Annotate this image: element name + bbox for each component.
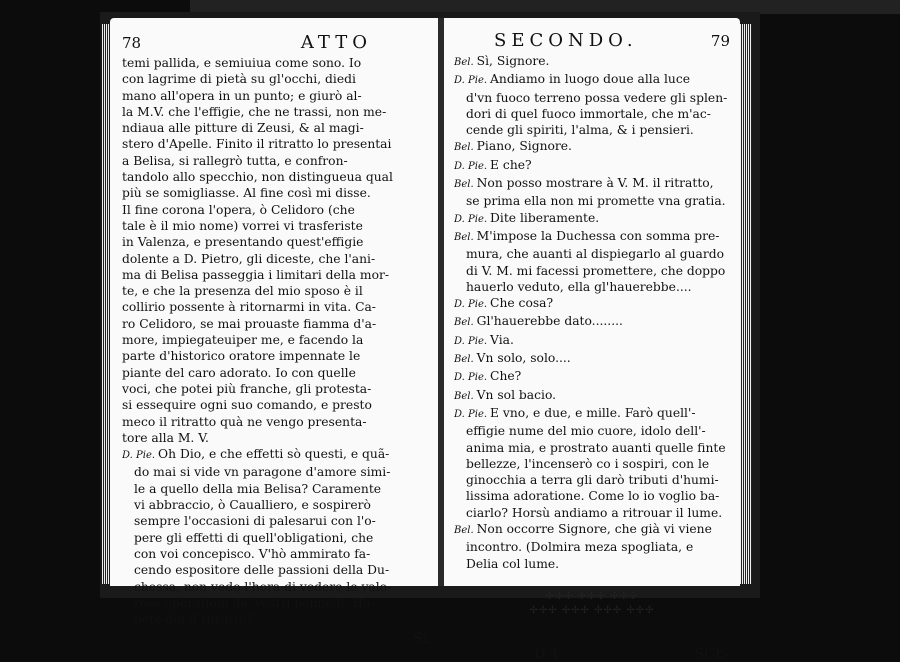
speaker-label: D. Pie. <box>454 372 488 384</box>
text-line <box>122 481 432 497</box>
line-text: ginocchia a terra gli darò tributi d'humi- <box>466 473 719 488</box>
line-text: chessa, non vedo l'hora di vedere le valo- <box>134 579 392 594</box>
line-text: mura, che auanti al dispiegarlo al guardo <box>466 247 725 262</box>
speaker-label: D. Pie. <box>454 213 488 225</box>
left-page-header <box>122 32 432 53</box>
line-text: Sì, Signore. <box>476 54 550 68</box>
speaker-label: Bel. <box>454 354 474 366</box>
signature-mark: D 4 <box>534 645 559 662</box>
line-text: cendo espositore delle passioni della Du- <box>134 563 390 578</box>
line-text: parte d'historico oratore impennate le <box>122 349 361 364</box>
line-text: Vn solo, solo.... <box>476 351 571 366</box>
line-text: meco il ritratto quà ne vengo presenta- <box>122 414 367 429</box>
text-line <box>454 53 730 71</box>
line-text: stero d'Apelle. Finito il ritratto lo presentai <box>122 137 392 152</box>
line-text: di V. M. mi facessi promettere, che doppo <box>466 263 726 278</box>
line-text: tore alla M. V. <box>122 430 209 445</box>
catchword: SCE- <box>694 645 730 662</box>
text-line <box>122 464 432 480</box>
line-text: la M.V. che l'effigie, che ne trassi, non me- <box>122 104 387 119</box>
line-text: d'vn fuoco terreno possa vedere gli splen- <box>466 90 728 105</box>
text-line <box>454 387 730 405</box>
line-text: hauerlo veduto, ella gl'hauerebbe.... <box>466 279 692 294</box>
text-line <box>122 430 432 446</box>
line-text: a Belisa, si rallegrò tutta, e confron- <box>122 153 348 168</box>
page-number: 79 <box>710 32 730 50</box>
speaker-label: Bel. <box>454 231 474 243</box>
text-line <box>122 104 432 120</box>
text-line <box>454 71 730 89</box>
line-text: voci, che potei più franche, gli protesta- <box>122 381 372 396</box>
right-page-text <box>454 53 730 572</box>
line-text: sempre l'occasioni di palesarui con l'o- <box>134 514 376 529</box>
text-line <box>454 556 730 572</box>
speaker-label: D. Pie. <box>454 160 488 172</box>
text-line <box>454 193 730 209</box>
text-line <box>122 611 432 627</box>
text-line <box>454 368 730 386</box>
page-number: 78 <box>122 34 142 52</box>
text-line <box>454 539 730 555</box>
speaker-label: D. Pie. <box>454 335 488 347</box>
line-text: M'impose la Duchessa con somma pre- <box>476 228 720 243</box>
text-line <box>454 90 730 106</box>
text-line <box>122 397 432 413</box>
text-line <box>454 488 730 504</box>
line-text: E che? <box>490 157 532 172</box>
page-edges-right <box>740 24 752 584</box>
text-line <box>454 456 730 472</box>
text-line <box>122 365 432 381</box>
line-text: ndiaua alle pitture di Zeusi, & al magi- <box>122 121 364 136</box>
line-text: vi abbraccio, ò Caualliero, e sospirerò <box>134 498 371 513</box>
text-line <box>122 579 432 595</box>
line-text: Piano, Signore. <box>476 139 572 154</box>
text-line <box>454 228 730 246</box>
speaker-label: Bel. <box>454 142 474 154</box>
line-text: pere gli effetti di quell'obligationi, che <box>134 530 374 545</box>
text-line <box>122 562 432 578</box>
text-line <box>122 546 432 562</box>
line-text: Andiamo in luogo doue alla luce <box>490 72 690 87</box>
text-line <box>454 263 730 279</box>
right-page-header <box>454 30 730 51</box>
catchword: Sì, <box>413 631 432 648</box>
text-line <box>122 71 432 87</box>
line-text: Gl'hauerebbe dato........ <box>476 314 623 329</box>
line-text: dolente a D. Pietro, gli diceste, che l'ani- <box>122 251 376 266</box>
text-line <box>122 55 432 71</box>
text-line <box>454 106 730 122</box>
text-line <box>122 153 432 169</box>
speaker-label: D. Pie. <box>454 299 488 311</box>
left-page <box>110 18 440 648</box>
line-text: ciarlo? Horsù andiamo a ritrouar il lume. <box>466 505 723 520</box>
line-text: mano all'opera in un punto; e giurò al- <box>122 88 362 103</box>
line-text: in Valenza, e presentando quest'effigie <box>122 235 364 250</box>
text-line <box>122 202 432 218</box>
speaker-label: Bel. <box>454 179 474 191</box>
line-text: collirio possente à ritornarmi in vita. Ca- <box>122 300 376 315</box>
text-line <box>122 332 432 348</box>
line-text: le a quello della mia Belisa? Caramente <box>134 481 382 496</box>
speaker-label: Bel. <box>454 317 474 329</box>
text-line <box>454 423 730 439</box>
right-page-footer <box>454 646 730 662</box>
text-line <box>122 414 432 430</box>
line-text: se prima ella non mi promette vna gratia. <box>466 194 726 209</box>
text-line <box>454 440 730 456</box>
left-page-text <box>122 55 432 627</box>
line-text: Vn sol bacio. <box>476 387 557 402</box>
speaker-label: D. Pie. <box>122 450 156 462</box>
line-text: Dite liberamente. <box>490 210 600 225</box>
line-text: do mai si vide vn paragone d'amore simi- <box>134 465 391 480</box>
line-text: Non posso mostrare à V. M. il ritratto, <box>476 176 714 191</box>
line-text: Che cosa? <box>490 296 554 311</box>
printer-ornament <box>454 590 730 618</box>
text-line <box>454 521 730 539</box>
line-text: ma di Belisa passeggia i limitari della mor- <box>122 267 390 282</box>
line-text: uete quì il ritratto? <box>134 612 253 627</box>
text-line <box>122 169 432 185</box>
text-line <box>122 446 432 464</box>
line-text: more, impiegateuiper me, e facendo la <box>122 333 364 348</box>
line-text: rose operationi de' vostri pennelli. Ha- <box>134 595 375 610</box>
right-page <box>444 18 740 662</box>
text-line <box>122 497 432 513</box>
running-head: ATTO <box>300 32 372 53</box>
line-text: tale è il mio nome) vorrei vi trasferiste <box>122 218 363 233</box>
text-line <box>122 88 432 104</box>
text-line <box>122 283 432 299</box>
text-line <box>454 157 730 175</box>
text-line <box>122 185 432 201</box>
line-text: incontro. (Dolmira meza spogliata, e <box>466 540 694 555</box>
text-line <box>454 332 730 350</box>
ornament-row: ✢✢✢ ✢✢✢ ✢✢✢ ✢✢✢ <box>529 604 655 616</box>
text-line <box>122 348 432 364</box>
text-line <box>122 381 432 397</box>
line-text: Che? <box>490 369 522 384</box>
line-text: Oh Dio, e che effetti sò questi, e quã- <box>158 447 390 462</box>
line-text: te, e che la presenza del mio sposo è il <box>122 284 363 299</box>
line-text: dori di quel fuoco immortale, che m'ac- <box>466 106 711 121</box>
line-text: tandolo allo specchio, non distingueua qual <box>122 170 393 185</box>
line-text: Delia col lume. <box>466 556 560 571</box>
line-text: Il fine corona l'opera, ò Celidoro (che <box>122 202 355 217</box>
left-page-footer <box>122 631 432 647</box>
text-line <box>454 405 730 423</box>
running-head: SECONDO. <box>494 30 638 51</box>
line-text: E vno, e due, e mille. Farò quell'- <box>490 405 696 420</box>
text-line <box>122 595 432 611</box>
text-line <box>122 299 432 315</box>
text-line <box>454 246 730 262</box>
speaker-label: D. Pie. <box>454 408 488 420</box>
text-line <box>122 120 432 136</box>
line-text: bellezze, l'incenserò co i sospiri, con le <box>466 456 710 471</box>
text-line <box>122 218 432 234</box>
text-line <box>454 279 730 295</box>
text-line <box>122 513 432 529</box>
text-line <box>122 136 432 152</box>
line-text: Via. <box>490 332 514 347</box>
speaker-label: Bel. <box>454 57 474 68</box>
text-line <box>454 295 730 313</box>
text-line <box>122 267 432 283</box>
text-line <box>454 472 730 488</box>
line-text: lissima adoratione. Come lo io voglio ba- <box>466 489 720 504</box>
ornament-row: ✢✢✢ ✢✢✢ ✢✢✢ <box>545 590 639 602</box>
speaker-label: D. Pie. <box>454 75 488 87</box>
speaker-label: Bel. <box>454 525 474 537</box>
text-line <box>454 313 730 331</box>
text-line <box>454 138 730 156</box>
text-line <box>122 530 432 546</box>
line-text: si essequire ogni suo comando, e presto <box>122 398 372 413</box>
text-line <box>454 122 730 138</box>
text-line <box>122 316 432 332</box>
line-text: con lagrime di pietà su gl'occhi, diedi <box>122 72 356 87</box>
line-text: temi pallida, e semiuiua come sono. Io <box>122 56 362 70</box>
line-text: cende gli spiriti, l'alma, & i pensieri. <box>466 123 694 138</box>
line-text: ro Celidoro, se mai prouaste fiamma d'a- <box>122 316 377 331</box>
line-text: anima mia, e prostrato auanti quelle finte <box>466 440 726 455</box>
line-text: più se somigliasse. Al fine così mi disse. <box>122 186 371 201</box>
text-line <box>454 175 730 193</box>
text-line <box>454 350 730 368</box>
text-line <box>122 234 432 250</box>
text-line <box>122 251 432 267</box>
line-text: piante del caro adorato. Io con quelle <box>122 365 356 380</box>
speaker-label: Bel. <box>454 390 474 402</box>
text-line <box>454 210 730 228</box>
text-line <box>454 505 730 521</box>
line-text: Non occorre Signore, che già vi viene <box>476 522 712 537</box>
line-text: effigie nume del mio cuore, idolo dell'- <box>466 424 706 439</box>
line-text: con voi concepisco. V'hò ammirato fa- <box>134 546 371 561</box>
